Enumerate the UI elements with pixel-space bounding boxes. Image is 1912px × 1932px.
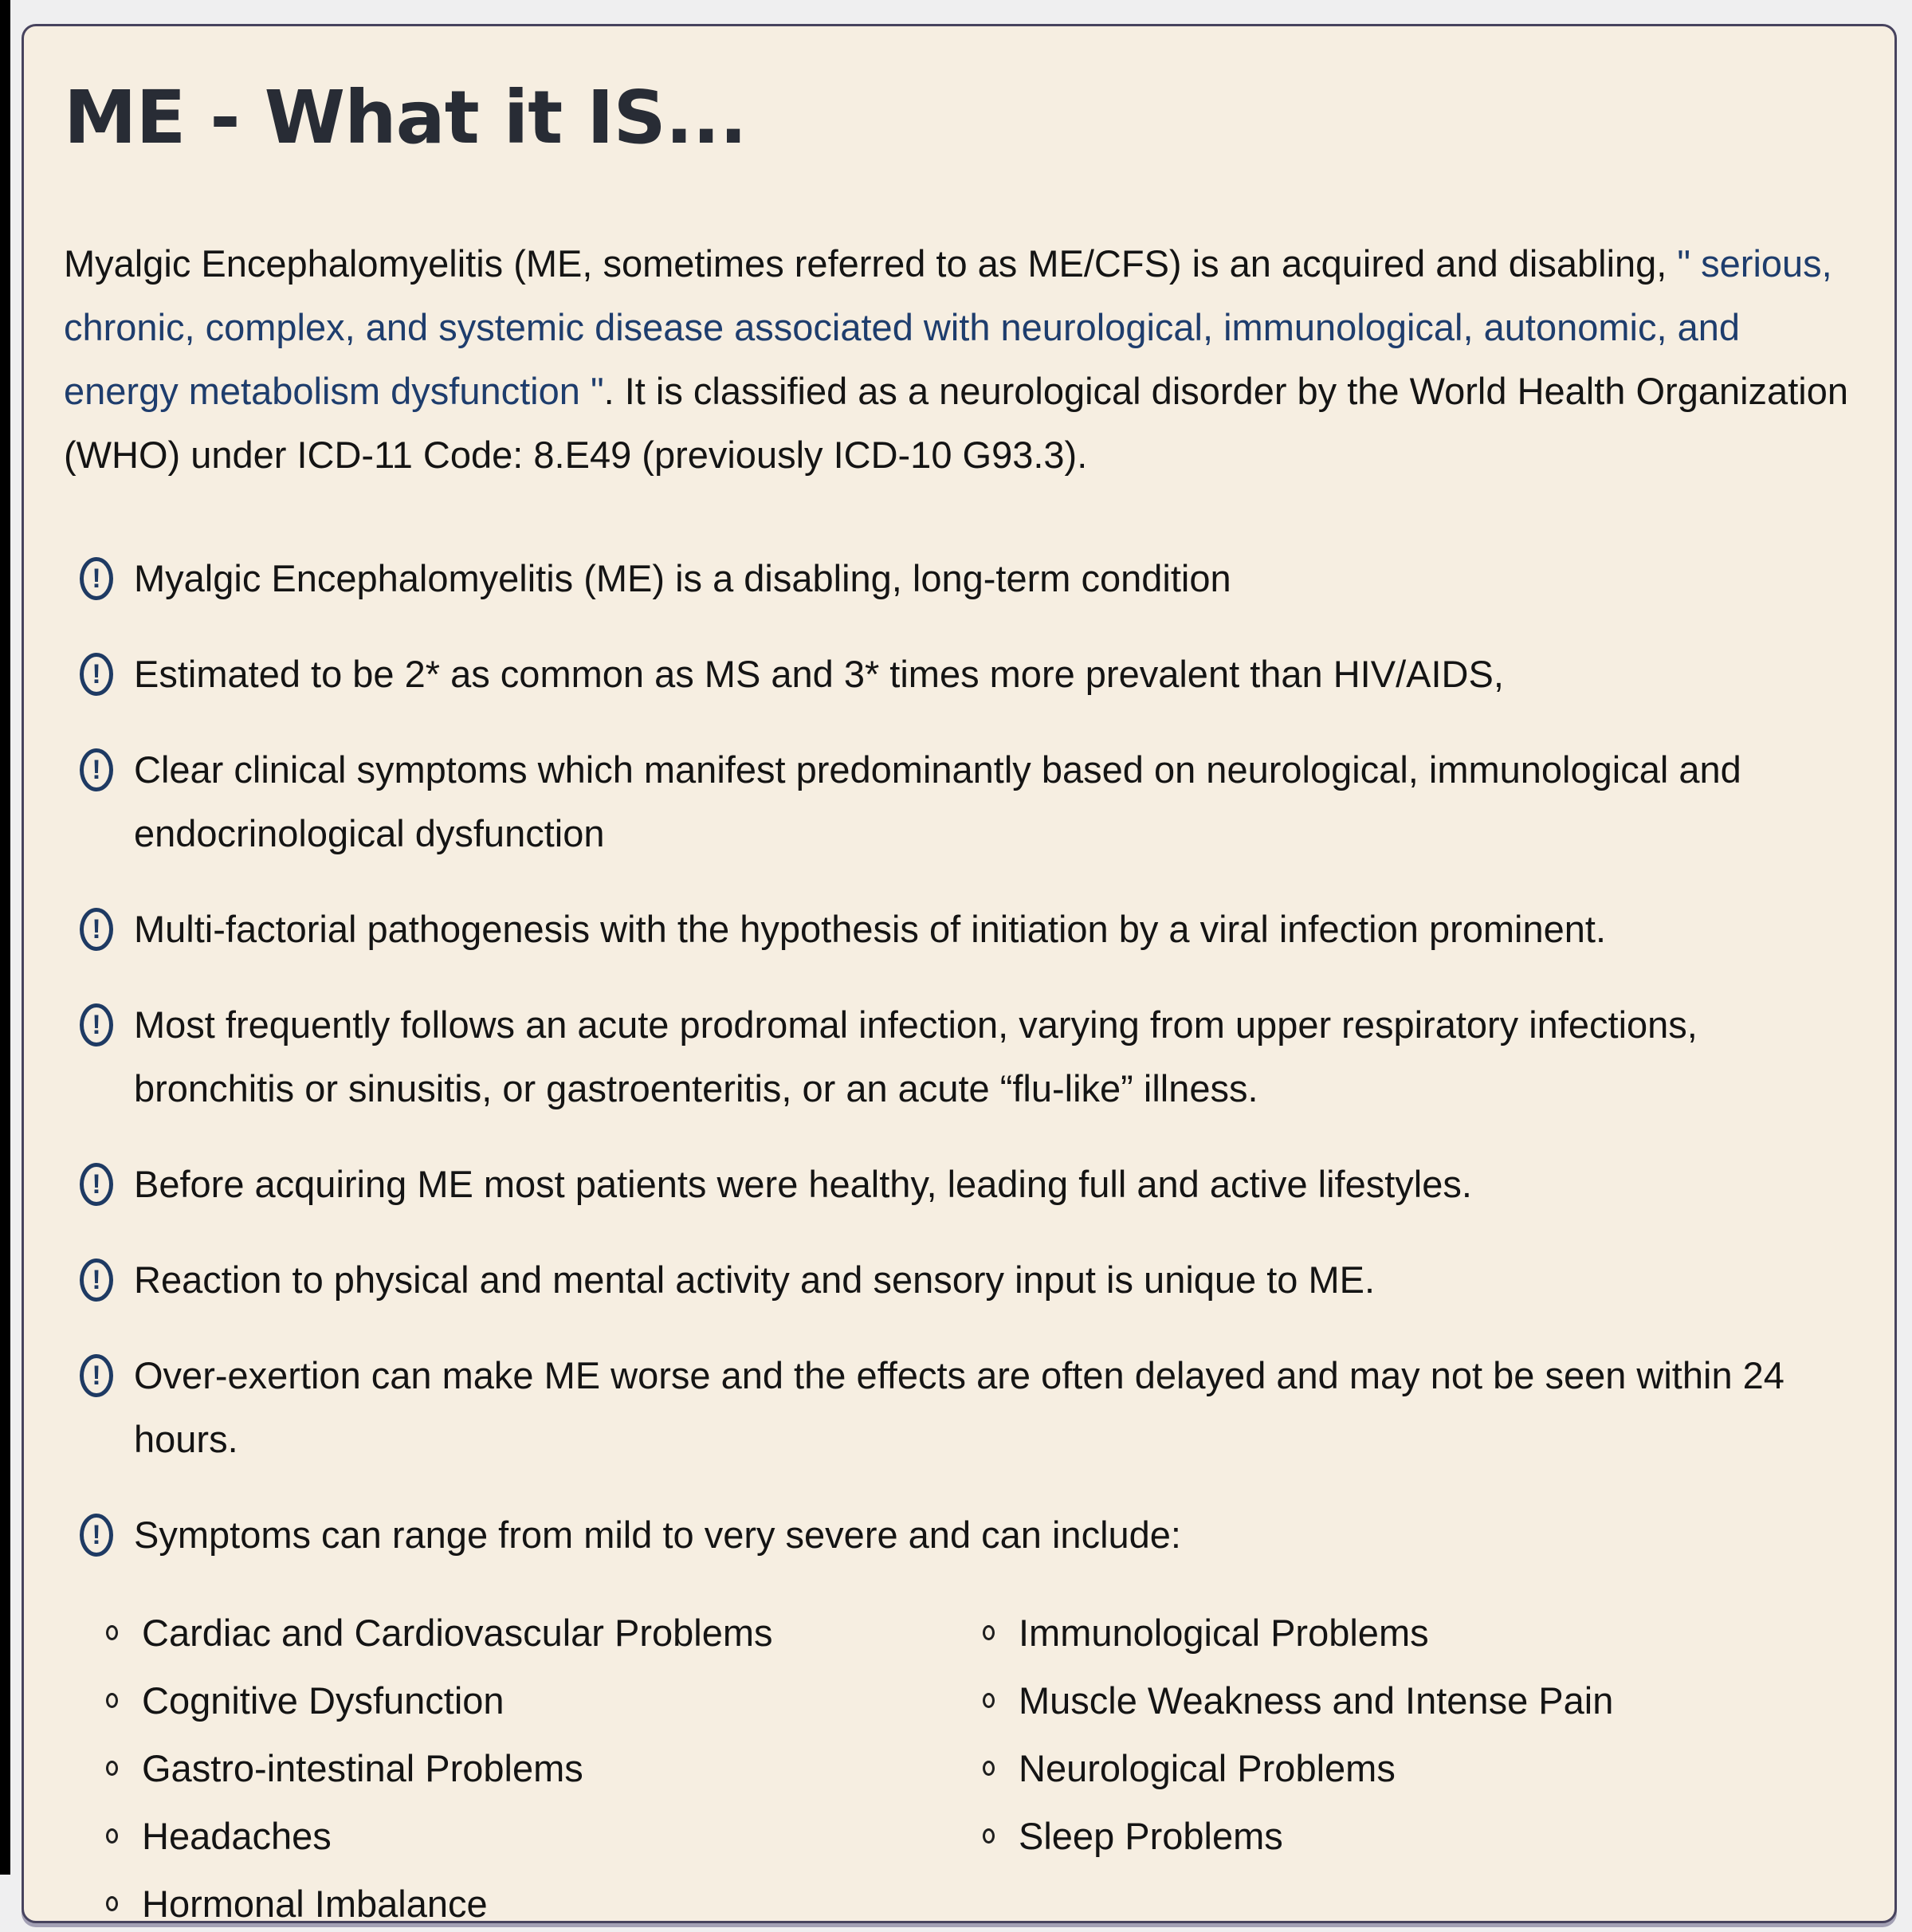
bullet-text: Over-exertion can make ME worse and the effects are often delayed and may not be seen within 24 hours. [134,1354,1784,1461]
symptom-label: Hormonal Imbalance [142,1883,488,1923]
bullet-item [80,547,1859,611]
symptom-label: Immunological Problems [1019,1612,1429,1655]
bullet-text: Myalgic Encephalomyelitis (ME) is a disabling, long-term condition [134,557,1231,600]
symptom-item [983,1802,1859,1870]
exclamation-circle-icon: ! [80,1003,113,1046]
bullet-item [80,897,1859,961]
symptom-item [106,1667,983,1734]
disease-definition-link[interactable]: " serious, chronic, complex, and systemic disease associated with neurological, immunological, autonomic, and energy metabolism dysfunction " [64,242,1832,413]
symptom-item [983,1734,1859,1802]
circle-outline-icon [106,1828,118,1844]
symptom-label: Gastro-intestinal Problems [142,1747,583,1790]
bullet-item [80,993,1859,1121]
exclamation-circle-icon: ! [80,1354,113,1397]
bullet-text: Clear clinical symptoms which manifest predominantly based on neurological, immunological and endocrinological dysfunction [134,748,1741,855]
symptom-label: Neurological Problems [1019,1747,1396,1790]
circle-outline-icon [983,1761,995,1776]
bullet-item [80,738,1859,866]
circle-outline-icon [983,1693,995,1708]
exclamation-circle-icon: ! [80,653,113,696]
bullet-item [80,642,1859,706]
circle-outline-icon [983,1625,995,1640]
bullet-text: Reaction to physical and mental activity and sensory input is unique to ME. [134,1259,1376,1302]
bullet-text: Estimated to be 2* as common as MS and 3* times more prevalent than HIV/AIDS, [134,653,1504,696]
symptom-label: Cognitive Dysfunction [142,1679,505,1722]
symptom-label: Headaches [142,1815,332,1858]
left-edge-strip [0,0,10,1875]
bullet-item [80,1248,1859,1312]
intro-text-after: . It is classified as a neurological disorder by the World Health Organization (WHO) under ICD-11 Code: 8.E49 (previously ICD-10 G93.3). [64,370,1848,477]
exclamation-circle-icon: ! [80,748,113,791]
exclamation-circle-icon: ! [80,1259,113,1302]
bullet-text: Before acquiring ME most patients were healthy, leading full and active lifestyles. [134,1163,1472,1206]
bullet-text: Symptoms can range from mild to very severe and can include: [134,1514,1181,1557]
content-card [22,24,1897,1923]
circle-outline-icon [106,1625,118,1640]
symptom-item [106,1802,983,1870]
circle-outline-icon [106,1693,118,1708]
bullet-item [80,1344,1859,1471]
symptom-item [106,1599,983,1667]
symptom-item [106,1734,983,1802]
symptom-column-left [106,1599,983,1923]
page-title: ME - What it IS... [64,75,747,160]
bullet-text: Most frequently follows an acute prodromal infection, varying from upper respiratory infections, bronchitis or sinusitis, or gastroenteritis, or an acute “flu-like” illness. [134,1003,1698,1110]
symptom-item [106,1870,983,1923]
exclamation-circle-icon: ! [80,908,113,951]
exclamation-circle-icon: ! [80,557,113,600]
exclamation-circle-icon: ! [80,1514,113,1557]
bullet-item [80,1503,1859,1567]
exclamation-circle-icon: ! [80,1163,113,1206]
symptom-item [983,1599,1859,1667]
bullet-text: Multi-factorial pathogenesis with the hypothesis of initiation by a viral infection prominent. [134,908,1607,951]
symptom-label: Cardiac and Cardiovascular Problems [142,1612,773,1655]
intro-text-before: Myalgic Encephalomyelitis (ME, sometimes referred to as ME/CFS) is an acquired and disabling, [64,242,1678,285]
bullet-item [80,1153,1859,1216]
intro-paragraph [64,232,1859,487]
symptom-label: Muscle Weakness and Intense Pain [1019,1679,1614,1722]
circle-outline-icon [106,1896,118,1911]
bullet-list [64,547,1859,1567]
circle-outline-icon [106,1761,118,1776]
symptom-label: Sleep Problems [1019,1815,1283,1858]
symptom-column-right [983,1599,1859,1923]
symptom-item [983,1667,1859,1734]
circle-outline-icon [983,1828,995,1844]
symptom-columns [106,1599,1859,1923]
